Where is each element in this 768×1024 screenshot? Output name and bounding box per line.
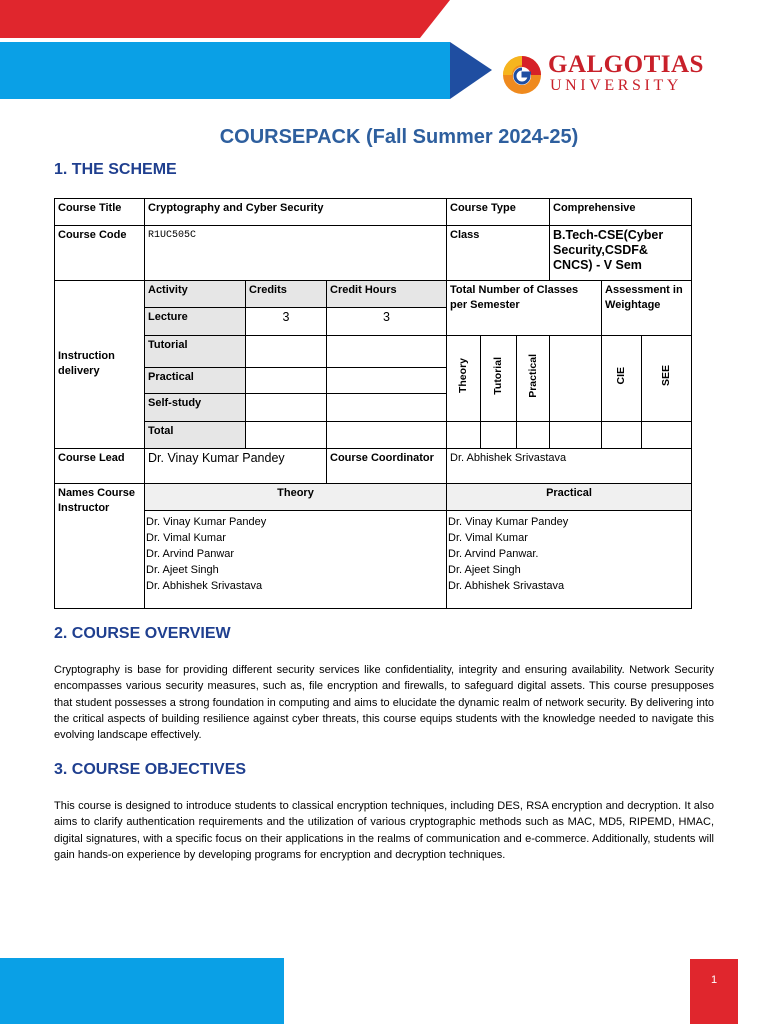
course-title-label: Course Title [55,199,145,226]
cie-column-header: CIE [602,336,642,421]
header-red-band [0,0,420,38]
see-column-header: SEE [642,336,692,421]
total-blank [550,421,602,448]
footer-blue-band [0,958,284,1024]
page-number: 1 [690,959,738,1024]
assessment-header: Assessment in Weightage [602,281,692,336]
tutorial-column-header: Tutorial [481,336,517,421]
page-title: COURSEPACK (Fall Summer 2024-25) [219,126,579,148]
total-cie [602,421,642,448]
tutorial-credits [246,336,327,368]
self-study-hours [327,394,447,421]
tutorial-hours [327,336,447,368]
logo-name: GALGOTIAS [548,51,704,78]
section-objectives-heading: 3. COURSE OBJECTIVES [54,761,247,778]
course-code-value: R1UC505C [145,226,447,281]
course-lead-label: Course Lead [55,448,145,483]
galgotias-logo-icon [500,52,544,96]
total-practical [517,421,550,448]
practical-column-header: Practical [517,336,550,421]
names-course-instructor-label: Names Course Instructor [55,483,145,608]
list-item: Dr. Vimal Kumar [146,531,226,544]
total-hours [327,421,447,448]
blank-column-header [550,336,602,421]
class-label: Class [447,226,550,281]
practical-instructors-list [447,510,692,608]
course-objectives-text: This course is designed to introduce students to classical encryption techniques, including DES, RSA encryption and decryption. It also aims to clarify authentication requirements and the utilization of various cryptographic methods such as MAC, MD5, RIPEMD, HMAC, digital signatures, with a specific focus on their applications in the realms of communication and e-commerce. Additionally, students will gain hands-on experience by developing programs for encryption and decryption techniques. [54,800,714,861]
course-lead-value: Dr. Vinay Kumar Pandey [145,448,327,483]
course-overview-text: Cryptography is base for providing different security services like confidentiality, integrity and ensuring availability. Network Security encompasses various security measures, such as, file encryption and firewalls, to safeguard digital assets. This course presupposes that student possesses a strong foundation in computing and aims to elucidate the dynamic realm of network security. By delivering into the critical aspects of building resilience against cyber threats, this course equips students with the knowledge needed to navigate this evolving landscape effectively. [54,664,714,742]
activity-self-study: Self-study [145,394,246,421]
lecture-hours: 3 [327,308,447,336]
activity-total: Total [145,421,246,448]
practical-instructors-header: Practical [447,483,692,510]
total-classes-header: Total Number of Classes per Semester [447,281,602,336]
activity-lecture: Lecture [145,308,246,336]
course-title-value: Cryptography and Cyber Security [145,199,447,226]
theory-instructors-list [145,510,447,608]
course-coordinator-label: Course Coordinator [327,448,447,483]
theory-instructors-header: Theory [145,483,447,510]
list-item: Dr. Vinay Kumar Pandey [146,515,267,528]
course-code-label: Course Code [55,226,145,281]
lecture-credits: 3 [246,308,327,336]
course-type-value: Comprehensive [550,199,692,226]
practical-hours [327,368,447,394]
instruction-delivery-label: Instruction delivery [55,281,145,448]
activity-practical: Practical [145,368,246,394]
list-item: Dr. Vinay Kumar Pandey [448,515,569,528]
university-logo [500,52,730,98]
class-value: B.Tech-CSE(Cyber Security,CSDF& CNCS) - V Sem [550,226,692,281]
course-type-label: Course Type [447,199,550,226]
logo-subtitle: UNIVERSITY [550,77,682,94]
self-study-credits [246,394,327,421]
section-overview-heading: 2. COURSE OVERVIEW [54,625,231,642]
list-item: Dr. Abhishek Srivastava [146,579,263,592]
list-item: Dr. Arvind Panwar. [448,547,539,560]
credits-header: Credits [246,281,327,308]
total-see [642,421,692,448]
header-blue-band [0,42,450,99]
list-item: Dr. Abhishek Srivastava [448,579,565,592]
activity-header: Activity [145,281,246,308]
list-item: Dr. Ajeet Singh [448,563,521,576]
header-red-corner [420,0,450,38]
total-credits [246,421,327,448]
total-theory [447,421,481,448]
list-item: Dr. Vimal Kumar [448,531,528,544]
course-coordinator-value: Dr. Abhishek Srivastava [447,448,692,483]
theory-column-header: Theory [447,336,481,421]
list-item: Dr. Ajeet Singh [146,563,219,576]
practical-credits [246,368,327,394]
total-tutorial [481,421,517,448]
credit-hours-header: Credit Hours [327,281,447,308]
activity-tutorial: Tutorial [145,336,246,368]
scheme-table [54,198,692,609]
header-chevron-icon [450,42,492,99]
section-scheme-heading: 1. THE SCHEME [54,161,177,178]
list-item: Dr. Arvind Panwar [146,547,235,560]
